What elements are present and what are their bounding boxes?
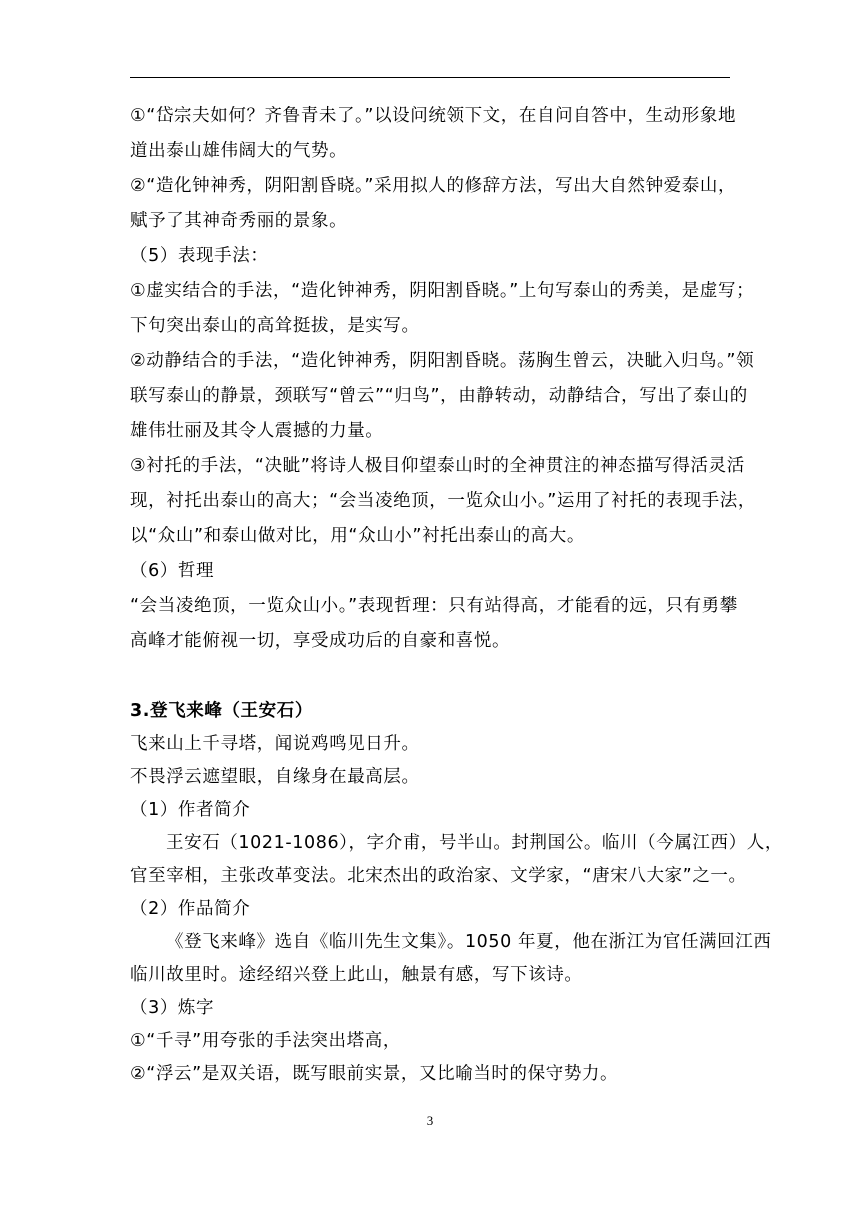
text-line: ①虚实结合的手法，“造化钟神秀，阴阳割昏晓。”上句写泰山的秀美，是虚写； — [130, 281, 755, 301]
author-line: 官至宰相，主张改革变法。北宋杰出的政治家、文学家，“唐宋八大家”之一。 — [130, 866, 747, 886]
text-line: 赋予了其神奇秀丽的景象。 — [130, 211, 348, 231]
work-line: 临川故里时。途经绍兴登上此山，触景有感，写下该诗。 — [130, 965, 583, 985]
section-title: （6）哲理 — [130, 561, 215, 581]
section-title-work: （2）作品简介 — [130, 899, 251, 919]
text-line: 高峰才能俯视一切，享受成功后的自豪和喜悦。 — [130, 631, 511, 651]
text-line: ②“造化钟神秀，阴阳割昏晓。”采用拟人的修辞方法，写出大自然钟爱泰山， — [130, 176, 737, 196]
document-body — [130, 104, 783, 1095]
text-line: 以“众山”和泰山做对比，用“众山小”衬托出泰山的高大。 — [130, 526, 585, 546]
spacer — [130, 664, 730, 699]
poem-heading: 3.登飞来峰（王安石） — [130, 701, 313, 721]
text-line: 下句突出泰山的高耸挺拔，是实写。 — [130, 316, 420, 336]
text-line: 联写泰山的静景，颈联写“曾云”“归鸟”，由静转动，动静结合，写出了泰山的 — [130, 386, 748, 406]
text-line: “会当凌绝顶，一览众山小。”表现哲理：只有站得高，才能看的远，只有勇攀 — [130, 596, 738, 616]
header-rule — [130, 77, 730, 78]
words-line: ②“浮云”是双关语，既写眼前实景，又比喻当时的保守势力。 — [130, 1064, 619, 1084]
author-line: 王安石（1021-1086），字介甫，号半山。封荆国公。临川（今属江西）人， — [166, 833, 783, 853]
work-line: 《登飞来峰》选自《临川先生文集》。1050 年夏，他在浙江为官任满回江西 — [166, 932, 772, 952]
text-line: ②动静结合的手法，“造化钟神秀，阴阳割昏晓。荡胸生曾云，决眦入归鸟。”领 — [130, 351, 755, 371]
text-line: 现，衬托出泰山的高大；“会当凌绝顶，一览众山小。”运用了衬托的表现手法， — [130, 491, 756, 511]
words-line: ①“千寻”用夸张的手法突出塔高， — [130, 1031, 401, 1051]
page-number: 3 — [426, 1113, 434, 1128]
text-line: 雄伟壮丽及其令人震撼的力量。 — [130, 421, 384, 441]
poem-line: 不畏浮云遮望眼，自缘身在最高层。 — [130, 767, 420, 787]
section-title: （5）表现手法： — [130, 246, 269, 266]
poem-line: 飞来山上千寻塔，闻说鸡鸣见日升。 — [130, 734, 420, 754]
section-title-words: （3）炼字 — [130, 998, 215, 1018]
text-line: 道出泰山雄伟阔大的气势。 — [130, 141, 348, 161]
text-line: ①“岱宗夫如何？齐鲁青未了。”以设问统领下文，在自问自答中，生动形象地 — [130, 106, 737, 126]
section-title-author: （1）作者简介 — [130, 800, 251, 820]
text-line: ③衬托的手法，“决眦”将诗人极目仰望泰山时的全神贯注的神态描写得活灵活 — [130, 456, 745, 476]
